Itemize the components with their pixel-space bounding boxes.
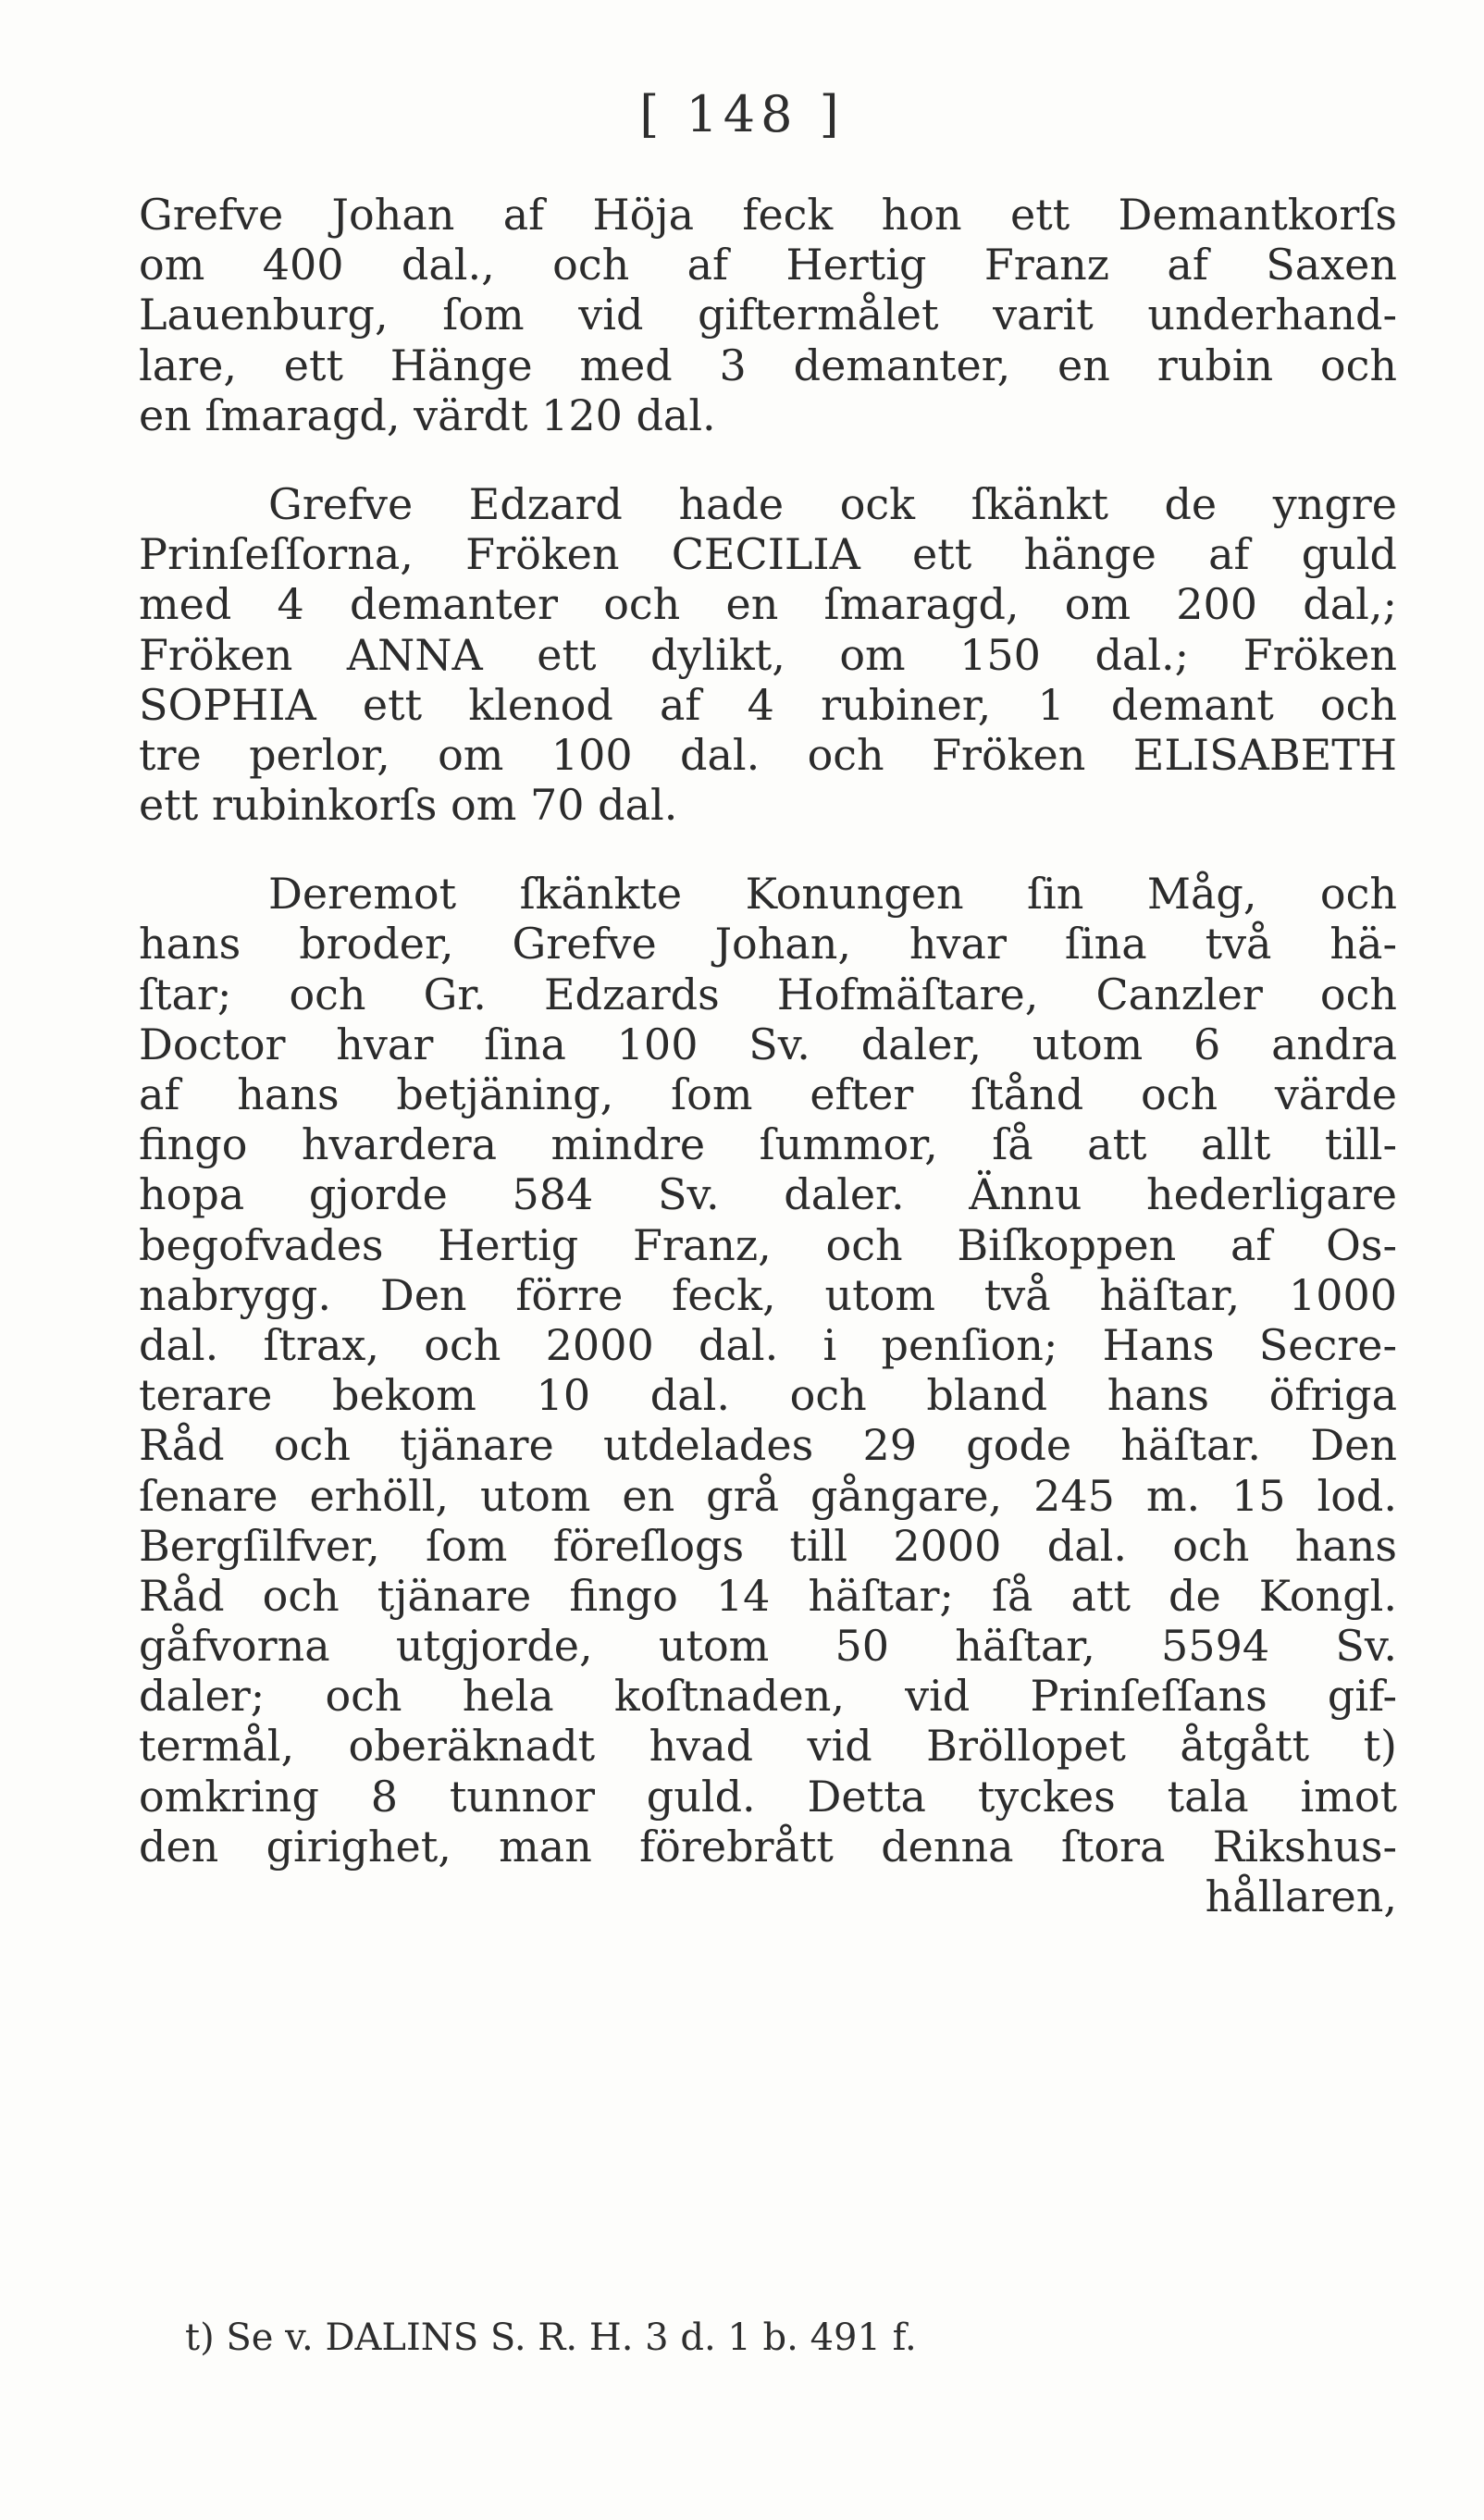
text-line: ett rubinkorſs om 70 dal.	[139, 780, 678, 831]
paragraph-gap	[139, 440, 1397, 479]
text-line: lare, ett Hänge med 3 demanter, en rubin och	[139, 340, 1397, 390]
text-line: en ſmaragd, värdt 120 dal.	[139, 389, 716, 440]
text-line: dal. ſtrax, och 2000 dal. i penſion; Hans Secre-	[139, 1319, 1397, 1370]
text-line: med 4 demanter och en ſmaragd, om 200 dal,;	[139, 579, 1397, 630]
text-line: Grefve Johan af Höja feck hon ett Demantkorſs	[139, 190, 1397, 240]
text-line: ſenare erhöll, utom en grå gångare, 245 m. 15 lod.	[139, 1470, 1397, 1521]
text-line: den girighet, man förebrått denna ſtora Rikshus-	[139, 1821, 1397, 1871]
text-line: fingo hvardera mindre ſummor, ſå att allt till-	[139, 1119, 1397, 1170]
text-line: hans broder, Grefve Johan, hvar ſina två hä-	[139, 919, 1397, 970]
text-line: daler; och hela koſtnaden, vid Prinſeſſans gif-	[139, 1671, 1397, 1722]
text-line: Bergſilfver, ſom föreſlogs till 2000 dal. och hans	[139, 1520, 1397, 1571]
text-line: Råd och tjänare utdelades 29 gode häſtar. Den	[139, 1420, 1397, 1471]
text-line: Råd och tjänare fingo 14 häſtar; ſå att de Kongl.	[139, 1570, 1397, 1621]
text-line: hopa gjorde 584 Sv. daler. Ännu hederligare	[139, 1169, 1397, 1220]
paragraph-gap	[139, 830, 1397, 869]
text-line: Doctor hvar ſina 100 Sv. daler, utom 6 andra	[139, 1019, 1397, 1069]
text-line: Fröken ANNA ett dylikt, om 150 dal.; Fröken	[139, 629, 1397, 680]
text-line: Deremot ſkänkte Konungen ſin Måg, och	[268, 869, 1397, 920]
text-line: begofvades Hertig Franz, och Biſkoppen af Os-	[139, 1219, 1397, 1270]
text-line: Lauenburg, ſom vid giftermålet varit underhand-	[139, 290, 1397, 340]
text-line: omkring 8 tunnor guld. Detta tyckes tala imot	[139, 1771, 1397, 1822]
text-line: Grefve Edzard hade ock ſkänkt de yngre	[268, 478, 1397, 529]
footnote: t) Se v. DALINS S. R. H. 3 d. 1 b. 491 f.	[185, 2316, 917, 2359]
text-line: tre perlor, om 100 dal. och Fröken ELISABETH	[139, 729, 1397, 780]
text-line: af hans betjäning, ſom efter ſtånd och värde	[139, 1069, 1397, 1119]
text-line: SOPHIA ett klenod af 4 rubiner, 1 demant och	[139, 679, 1397, 730]
text-line: nabrygg. Den förre feck, utom två häſtar, 1000	[139, 1269, 1397, 1320]
text-line: terare bekom 10 dal. och bland hans öfriga	[139, 1370, 1397, 1421]
text-line: om 400 dal., och af Hertig Franz af Saxen	[139, 240, 1397, 290]
body-text	[139, 190, 1397, 1921]
text-line: termål, oberäknadt hvad vid Bröllopet åtgått t)	[139, 1721, 1397, 1772]
catchword: hållaren,	[1205, 1871, 1397, 1921]
text-line: ſtar; och Gr. Edzards Hofmäſtare, Canzler och	[139, 969, 1397, 1019]
page-number: [ 148 ]	[639, 85, 845, 143]
text-line: gåfvorna utgjorde, utom 50 häſtar, 5594 Sv.	[139, 1621, 1397, 1672]
text-line: Prinſeſſorna, Fröken CECILIA ett hänge af guld	[139, 529, 1397, 580]
